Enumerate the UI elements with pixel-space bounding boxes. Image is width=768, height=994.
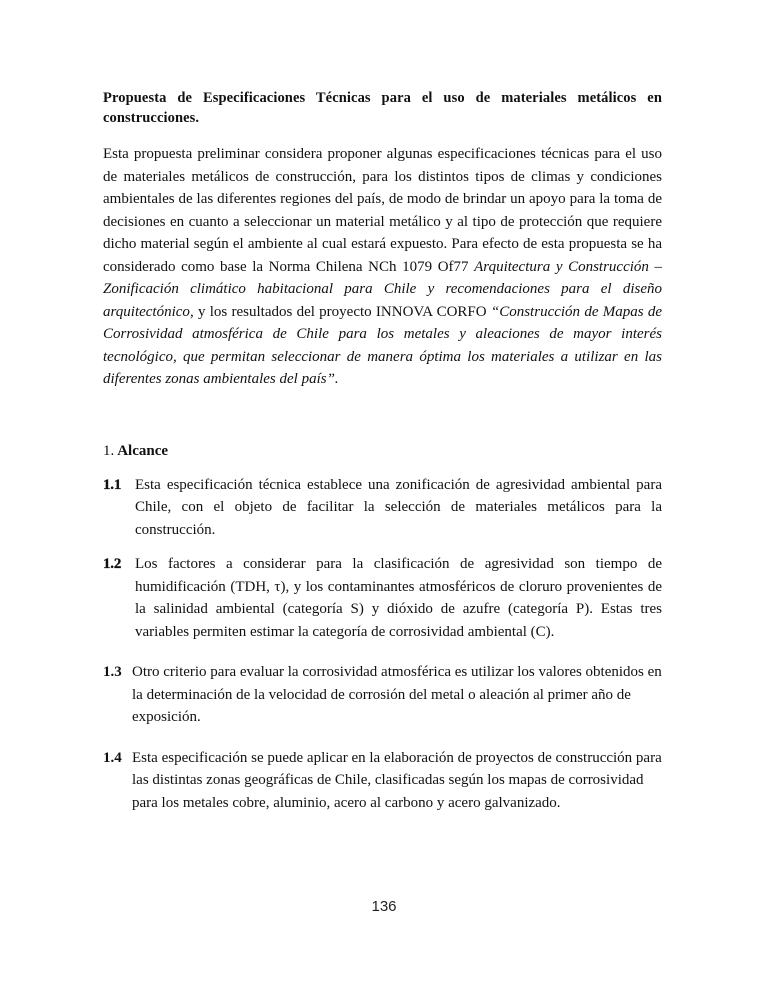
document-title: Propuesta de Especificaciones Técnicas para el uso de materiales metálicos en construcciones. [103,90,662,126]
clause-label: 1.3 [103,664,122,680]
clause-text: Esta especificación se puede aplicar en la elaboración de proyectos de construcción para las distintas zonas geográficas de Chile, clasificadas según los mapas de corrosividad para los metales cobre, aluminio, acero al carbono y acero galvanizado. [132,749,662,811]
clause-label: 1.1 [103,476,122,493]
clause-label: 1.2 [103,556,122,572]
page-number: 136 [371,898,397,915]
clause-text: Los factores a considerar para la clasificación de agresividad son tiempo de humidificación (TDH, τ), y los contaminantes atmosféricos de cloruro provenientes de la salinidad ambiental (categoría S) y dióxido de azufre (categoría P). Estas tres variables permiten estimar la categoría de corrosividad ambiental (C). [135,556,662,640]
intro-text-part-1: Esta propuesta preliminar considera proponer algunas especificaciones técnicas para el uso de materiales metálicos de construcción, para los distintos tipos de climas y condiciones ambientales de las diferentes regiones del país, de modo de brindar un apoyo para la toma de decisiones en cuanto a seleccionar un material metálico y al tipo de protección que requiere dicho material según el ambiente al cual estará expuesto. Para efecto de esta propuesta se ha considerado como base la Norma Chilena NCh 1079 Of77 [103,146,662,275]
section-heading-alcance [103,440,662,462]
section-title: Alcance [117,442,169,459]
clause-1-1 [103,474,662,542]
intro-italic-norm-reference: Arquitectura y Construcción – Zonificación climático habitacional para Chile y recomendaciones para el diseño arquitectónico [103,258,663,320]
intro-text-part-2: , y los resultados del proyecto INNOVA CORFO [189,303,491,320]
clause-text: Esta especificación técnica establece una zonificación de agresividad ambiental para Chile, con el objeto de facilitar la selección de materiales metálicos para la construcción. [135,476,662,538]
clause-label: 1.4 [103,749,122,766]
clause-1-2 [103,553,662,643]
section-number: 1. [103,442,115,459]
intro-paragraph [103,143,662,391]
clause-1-3 [103,661,662,729]
clause-1-4 [103,747,662,815]
clause-text: Otro criterio para evaluar la corrosividad atmosférica es utilizar los valores obtenidos en la determinación de la velocidad de corrosión del metal o aleación al primer año de exposición. [132,664,662,725]
intro-italic-project-quote: “Construcción de Mapas de Corrosividad atmosférica de Chile para los metales y aleaciones de mayor interés tecnológico, que permitan seleccionar de manera óptima los materiales a utilizar en las diferentes zonas ambientales del país”. [103,303,662,387]
page-content [103,88,662,814]
